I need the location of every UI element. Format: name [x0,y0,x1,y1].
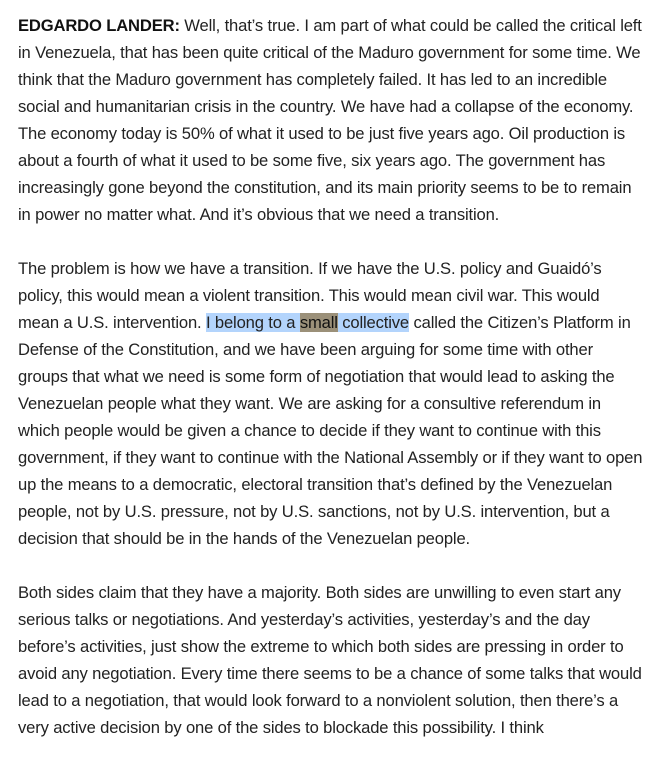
speaker-name: EDGARDO LANDER: [18,16,180,35]
article-body [18,12,643,768]
paragraph-1-text: Well, that’s true. I am part of what could be called the critical left in Venezuela, that has been quite critical of the Maduro government for some time. We think that the Maduro government has completely failed. It has led to an incredible social and humanitarian crisis in the country. We have had a collapse of the economy. The economy today is 50% of what it used to be just five years ago. Oil production is about a fourth of what it used to be some five, six years ago. The government has increasingly gone beyond the constitution, and its main priority seems to be to remain in power no matter what. And it’s obvious that we need a transition. [18,16,642,224]
paragraph-2 [18,255,643,552]
text-selection[interactable] [206,313,409,332]
selection-start: I belong to a [205,313,300,332]
selection-end: collective [337,313,410,332]
paragraph-3 [18,579,643,741]
paragraph-2-text-before: The problem is how we have a transition. If we have the U.S. policy and Guaidó’s policy, this would mean a violent transition. This would mean civil war. This would mean a U.S. intervention. [18,259,602,332]
paragraph-1 [18,12,643,228]
highlighted-word: small [299,313,338,332]
paragraph-2-text-after: called the Citizen’s Platform in Defense of the Constitution, and we have been arguing for some time with other groups that what we need is some form of negotiation that would lead to asking the Venezuelan people what they want. We are asking for a consultive referendum in which people would be given a chance to decide if they want to continue with this government, if they want to continue with the National Assembly or if they want to open up the means to a democratic, electoral transition that’s defined by the Venezuelan people, not by U.S. pressure, not by U.S. sanctions, not by U.S. intervention, but a decision that should be in the hands of the Venezuelan people. [18,313,643,548]
paragraph-3-text: Both sides claim that they have a majority. Both sides are unwilling to even start any serious talks or negotiations. And yesterday’s activities, yesterday’s and the day before’s activities, just show the extreme to which both sides are pressing in order to avoid any negotiation. Every time there seems to be a chance of some talks that would lead to a negotiation, that would look forward to a nonviolent solution, then there’s a very active decision by one of the sides to blockade this possibility. I think [18,583,642,737]
